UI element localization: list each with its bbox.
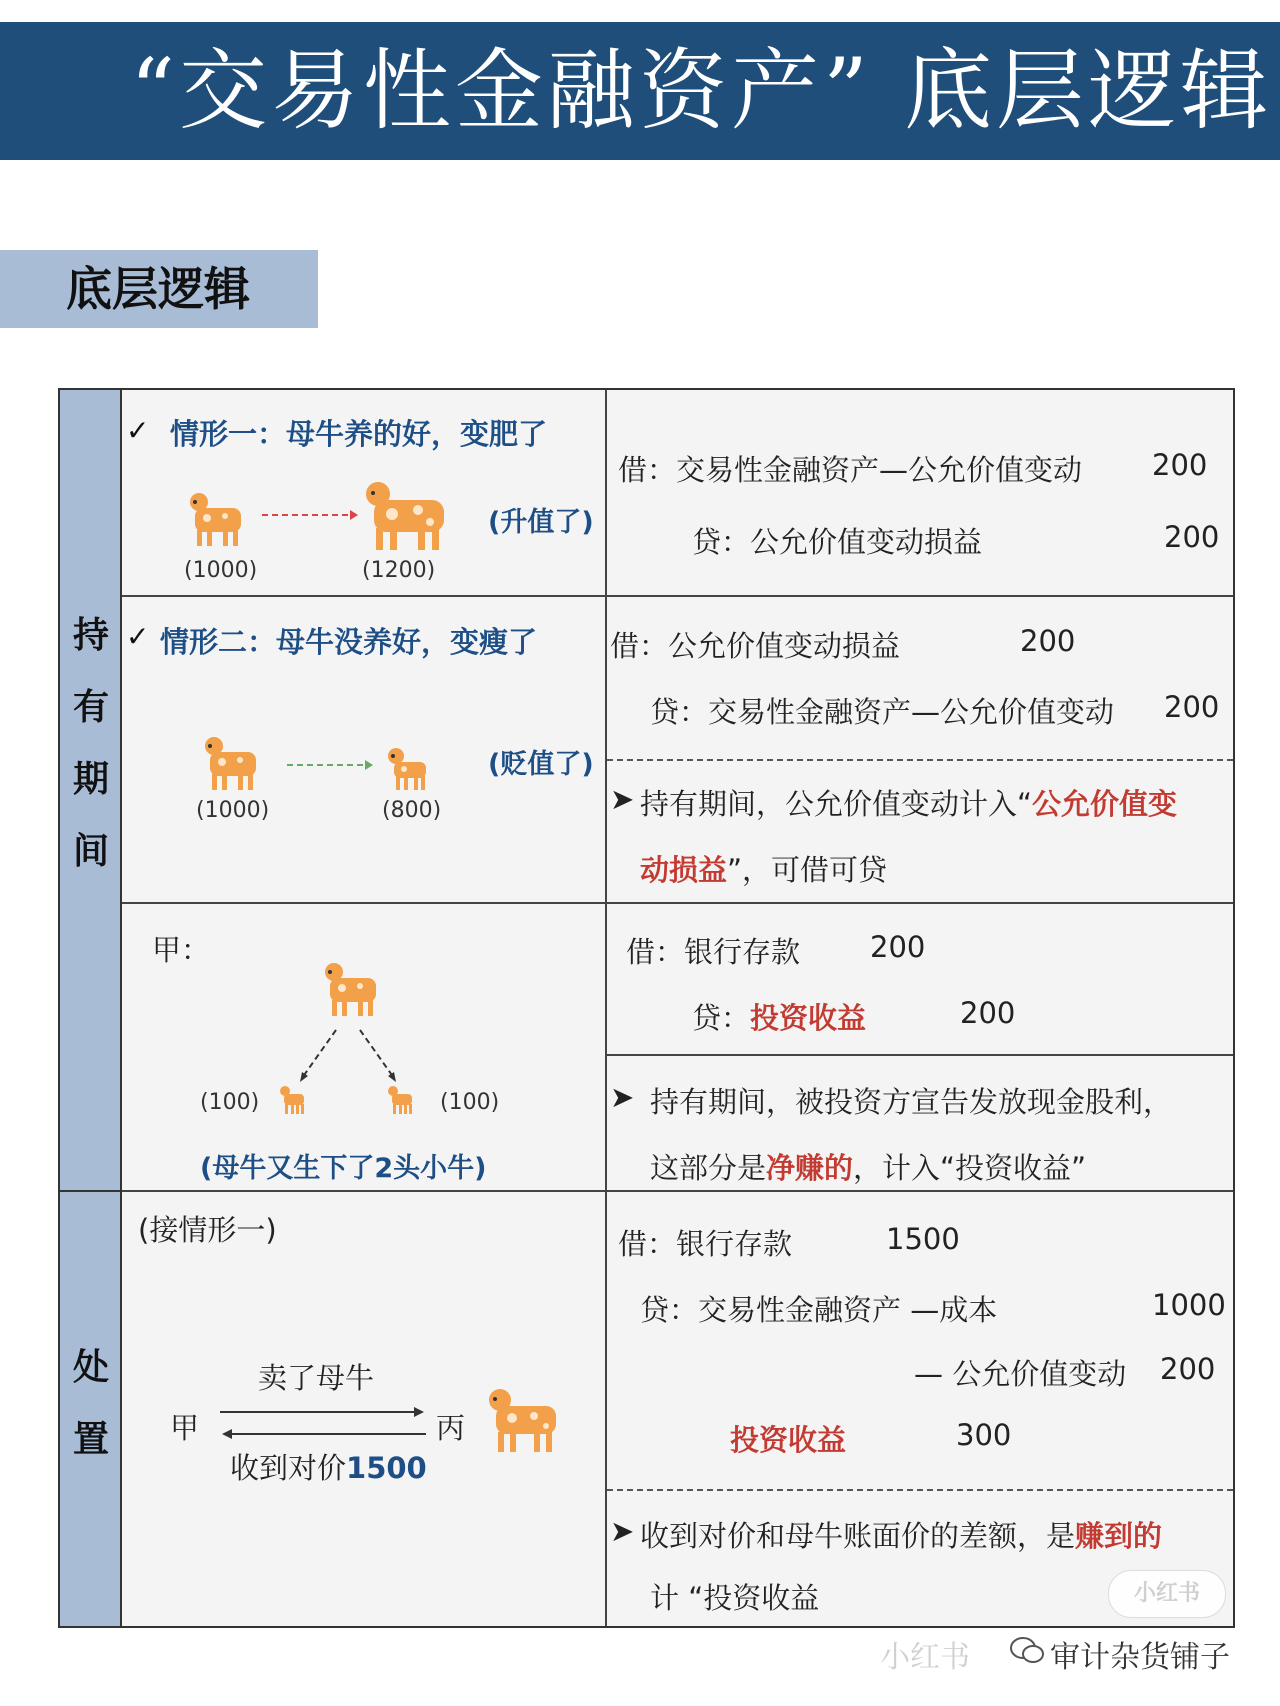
- value-label: (1000): [196, 798, 270, 823]
- party-a-label: 甲: [170, 1411, 200, 1445]
- journal-debit: 借：银行存款: [618, 1227, 793, 1261]
- cow-icon: [484, 1386, 568, 1454]
- watermark-badge: 小红书: [1108, 1570, 1226, 1618]
- status-label: (升值了): [488, 507, 594, 538]
- note-highlight: 公允价值变: [1032, 787, 1178, 821]
- journal-amount: 1500: [886, 1222, 960, 1256]
- disposal-label-char: 处: [72, 1347, 109, 1388]
- note-text: 收到对价和母牛账面价的差额，是: [640, 1519, 1076, 1553]
- note-line: 持有期间，被投资方宣告发放现金股利，: [650, 1085, 1173, 1119]
- row-divider: [122, 902, 1233, 904]
- watermark-footer-left: 小红书: [880, 1640, 970, 1675]
- row-divider: [605, 1054, 1233, 1056]
- party-b-label: 丙: [436, 1411, 466, 1445]
- bullet-arrow-icon: ➤: [610, 782, 635, 816]
- cow-icon: [360, 478, 456, 554]
- holding-label-char: 间: [72, 831, 109, 872]
- dashed-divider: [607, 1489, 1233, 1491]
- arrow-icon: [218, 1404, 428, 1444]
- holding-label-char: 持: [72, 615, 109, 656]
- disposal-label-cell: [60, 1190, 122, 1626]
- holding-label-char: 有: [72, 687, 109, 728]
- arrow-icon: [288, 1026, 408, 1086]
- case1-title: 情形一：母牛养的好，变肥了: [170, 417, 548, 451]
- journal-credit: 贷：交易性金融资产—公允价值变动: [650, 695, 1115, 729]
- note-line: [640, 848, 887, 889]
- journal-amount: 200: [1160, 1352, 1216, 1386]
- journal-credit: — 公允价值变动: [914, 1357, 1127, 1391]
- journal-amount: 200: [870, 930, 926, 964]
- journal-credit-prefix: 贷：: [692, 1001, 751, 1035]
- value-label: (100): [200, 1090, 260, 1115]
- note-highlight: 动损益: [640, 853, 728, 887]
- row-divider: [122, 595, 1233, 597]
- cow-icon: [200, 734, 270, 794]
- journal-credit: [692, 996, 866, 1037]
- journal-amount: 200: [1164, 690, 1220, 724]
- value-label: (100): [440, 1090, 500, 1115]
- column-divider: [605, 390, 607, 1626]
- value-label: (800): [382, 798, 442, 823]
- holding-label-cell: [60, 390, 122, 1190]
- journal-amount: 200: [1020, 624, 1076, 658]
- case4-context: (接情形一): [138, 1213, 277, 1247]
- cow-icon: [386, 746, 438, 794]
- note-text: ”，可借可贷: [727, 853, 888, 887]
- calf-icon: [278, 1084, 312, 1116]
- journal-amount: 200: [1152, 448, 1208, 482]
- note-line: [640, 782, 1177, 823]
- case2-title: 情形二：母牛没养好，变瘦了: [160, 625, 538, 659]
- journal-credit: 贷：交易性金融资产 —成本: [640, 1293, 998, 1327]
- party-label: 甲：: [152, 933, 211, 967]
- note-text: 持有期间，公允价值变动计入“: [640, 787, 1033, 821]
- receive-amount: 1500: [346, 1451, 427, 1485]
- watermark-footer-right: 审计杂货铺子: [1050, 1640, 1230, 1675]
- bullet-arrow-icon: ➤: [610, 1514, 635, 1548]
- value-label: (1000): [184, 558, 258, 583]
- arrow-icon: [285, 758, 375, 772]
- sell-label: 卖了母牛: [258, 1361, 375, 1395]
- journal-credit: 贷：公允价值变动损益: [692, 525, 983, 559]
- journal-credit: 投资收益: [730, 1423, 847, 1457]
- bullet-arrow-icon: ➤: [610, 1080, 635, 1114]
- journal-debit: 借：银行存款: [626, 935, 801, 969]
- receive-prefix: 收到对价: [230, 1451, 347, 1485]
- status-label: (贬值了): [488, 749, 594, 780]
- value-label: (1200): [362, 558, 436, 583]
- note-line: [650, 1146, 1086, 1187]
- note-line: 计 “投资收益: [650, 1581, 820, 1615]
- wechat-icon: [1010, 1636, 1044, 1666]
- journal-amount: 300: [956, 1418, 1012, 1452]
- journal-debit: 借：公允价值变动损益: [610, 629, 901, 663]
- holding-label-char: 期: [72, 759, 109, 800]
- arrow-icon: [260, 508, 360, 522]
- section-tag-label: 底层逻辑: [66, 262, 250, 316]
- note-text: 这部分是: [650, 1151, 767, 1185]
- journal-debit: 借：交易性金融资产—公允价值变动: [618, 453, 1083, 487]
- disposal-label-char: 置: [72, 1419, 109, 1460]
- row-divider: [122, 1190, 1233, 1192]
- receive-label: [230, 1446, 427, 1487]
- check-mark: ✓: [126, 414, 150, 447]
- note-highlight: 赚到的: [1075, 1519, 1163, 1553]
- logic-table: [58, 388, 1235, 1628]
- calf-icon: [386, 1084, 420, 1116]
- note-highlight: 净赚的: [766, 1151, 854, 1185]
- dashed-divider: [607, 759, 1233, 761]
- journal-amount: 1000: [1152, 1288, 1226, 1322]
- cow-icon: [185, 490, 255, 550]
- note-line: [640, 1514, 1162, 1555]
- case3-caption: (母牛又生下了2头小牛): [200, 1153, 487, 1184]
- check-mark: ✓: [126, 620, 150, 653]
- note-text: ，计入“投资收益”: [853, 1151, 1087, 1185]
- page-title: “交易性金融资产” 底层逻辑: [130, 39, 1272, 142]
- journal-amount: 200: [960, 996, 1016, 1030]
- journal-amount: 200: [1164, 520, 1220, 554]
- cow-icon: [320, 960, 390, 1020]
- journal-credit-highlight: 投资收益: [750, 1001, 867, 1035]
